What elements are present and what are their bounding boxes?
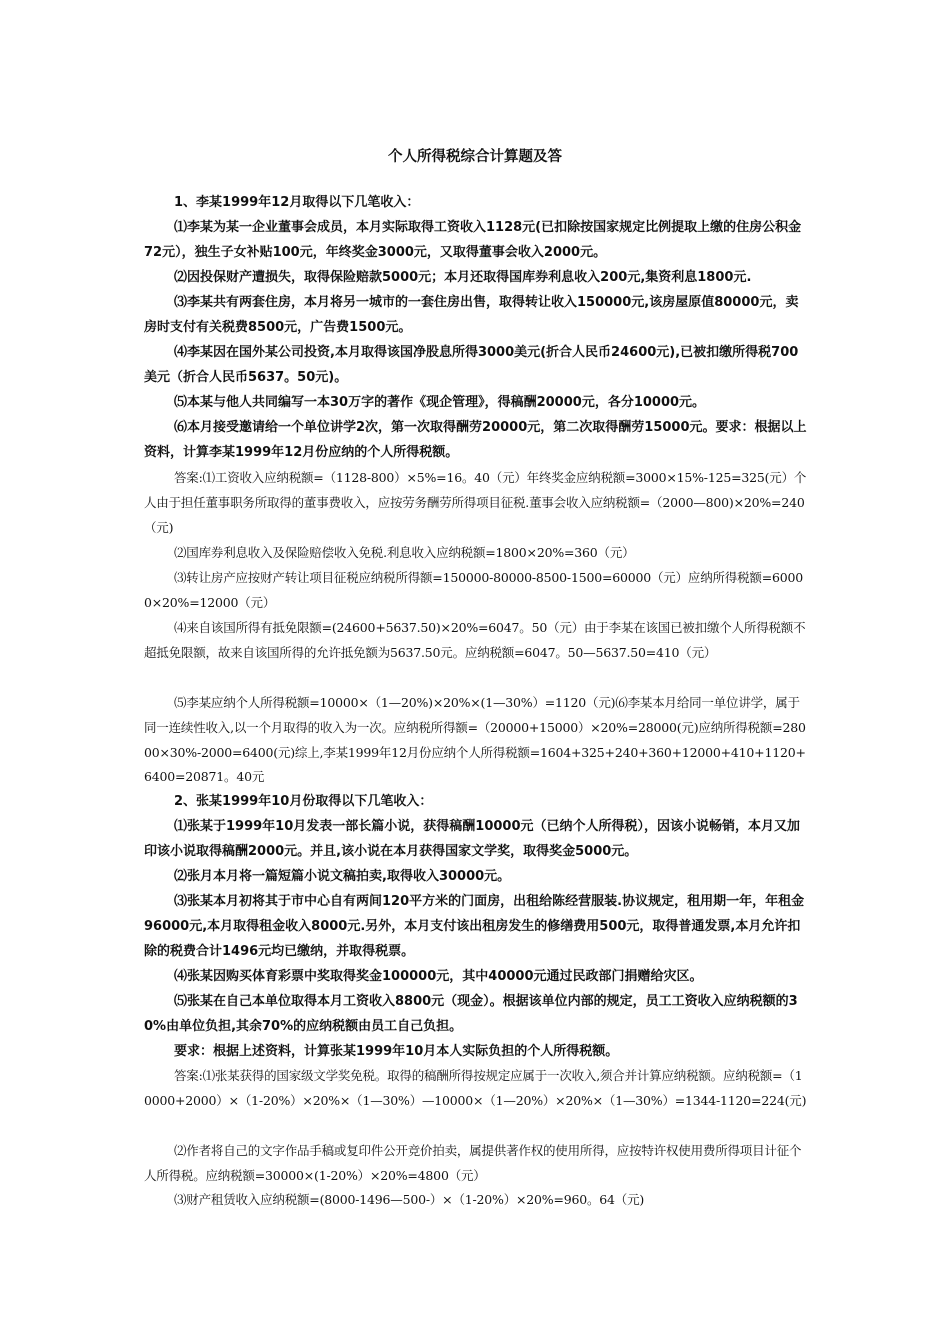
question1-item3: ⑶李某共有两套住房，本月将另一城市的一套住房出售，取得转让收入150000元,该房屋原值80000元，卖房时支付有关税费8500元，广告费1500元。 — [144, 295, 799, 335]
question2-requirement: 要求：根据上述资料，计算张某1999年10月本人实际负担的个人所得税额。 — [174, 1044, 619, 1059]
answer2-part2: ⑵作者将自己的文字作品手稿或复印件公开竞价拍卖，属提供著作权的使用所得，应按特许权使用费所得项目计征个人所得税。应纳税额=30000×(1-20%）×20%=4800（元） — [144, 1143, 802, 1183]
answer1-part4: ⑷来自该国所得有抵免限额=(24600+5637.50)×20%=6047。50（元）由于李某在该国已被扣缴个人所得税额不超抵免限额，故来自该国所得的允许抵免额为5637.50元。应纳税额=6047。50—5637.50=410（元） — [144, 620, 806, 660]
question1-heading: 1、李某1999年12月取得以下几笔收入： — [174, 195, 420, 210]
answer2-part3: ⑶财产租赁收入应纳税额=(8000-1496—500-）×（1-20%）×20%=960。64（元) — [174, 1192, 645, 1207]
answer1-part5: ⑸李某应纳个人所得税额=10000×（1—20%)×20%×(1—30%）=1120（元)⑹李某本月给同一单位讲学，属于同一连续性收入,以一个月取得的收入为一次。应纳税所得额=（20000+15000）×20%=28000(元)应纳所得税额=28000×30%-2000=6400(元)综上,李某1999年12月份应纳个人所得税额=1604+325+240+360+12000+410+1120+6400=20871。40元 — [144, 695, 806, 785]
question2-item5: ⑸张某在自己本单位取得本月工资收入8800元（现金）。根据该单位内部的规定，员工工资收入应纳税额的30%由单位负担,其余70%的应纳税额由员工自己负担。 — [144, 994, 798, 1034]
question1-item6: ⑹本月接受邀请给一个单位讲学2次，第一次取得酬劳20000元，第二次取得酬劳15000元。要求：根据以上资料，计算李某1999年12月份应纳的个人所得税额。 — [144, 420, 807, 460]
answer1-part1: 答案:⑴工资收入应纳税额=（1128-800）×5%=16。40（元）年终奖金应纳税额=3000×15%-125=325(元）个人由于担任董事职务所取得的董事费收入，应按劳务酬劳所得项目征税.董事会收入应纳税额=（2000—800)×20%=240（元) — [144, 470, 807, 535]
question1-item5: ⑸本某与他人共同编写一本30万字的著作《现企管理》，得稿酬20000元，各分10000元。 — [174, 395, 706, 410]
document-title: 个人所得税综合计算题及答 — [388, 149, 562, 165]
question1-item4: ⑷李某因在国外某公司投资,本月取得该国净股息所得3000美元(折合人民币24600元),已被扣缴所得税700美元（折合人民币5637。50元)。 — [144, 345, 799, 385]
question2-heading: 2、张某1999年10月份取得以下几笔收入： — [174, 794, 433, 809]
question2-item3: ⑶张某本月初将其于市中心自有两间120平方米的门面房，出租给陈经营服装.协议规定，租用期一年，年租金96000元,本月取得租金收入8000元.另外，本月支付该出租房发生的修缮费用500元，取得普通发票,本月允许扣除的税费合计1496元均已缴纳，并取得税票。 — [144, 894, 805, 959]
answer1-part2: ⑵国库券利息收入及保险赔偿收入免税.利息收入应纳税额=1800×20%=360（元） — [174, 545, 635, 560]
answer2-part1: 答案:⑴张某获得的国家级文学奖免税。取得的稿酬所得按规定应属于一次收入,须合并计算应纳税额。应纳税额=（10000+2000）×（1-20%）×20%×（1—30%）—10000×（1—20%）×20%×（1—30%）=1344-1120=224(元) — [144, 1068, 807, 1108]
question2-item1: ⑴张某于1999年10月发表一部长篇小说，获得稿酬10000元（已纳个人所得税），因该小说畅销，本月又加印该小说取得稿酬2000元。并且,该小说在本月获得国家文学奖，取得奖金5000元。 — [144, 819, 801, 859]
question1-item2: ⑵因投保财产遭损失，取得保险赔款5000元；本月还取得国库券利息收入200元,集资利息1800元. — [174, 270, 752, 285]
answer1-part3: ⑶转让房产应按财产转让项目征税应纳税所得额=150000-80000-8500-1500=60000（元）应纳所得税额=60000×20%=12000（元） — [144, 570, 803, 610]
question2-item4: ⑷张某因购买体育彩票中奖取得奖金100000元，其中40000元通过民政部门捐赠给灾区。 — [174, 969, 703, 984]
question1-item1: ⑴李某为某一企业董事会成员，本月实际取得工资收入1128元(已扣除按国家规定比例提取上缴的住房公积金72元），独生子女补贴100元，年终奖金3000元，又取得董事会收入2000元。 — [144, 220, 802, 260]
question2-item2: ⑵张月本月将一篇短篇小说文稿拍卖,取得收入30000元。 — [174, 869, 511, 884]
